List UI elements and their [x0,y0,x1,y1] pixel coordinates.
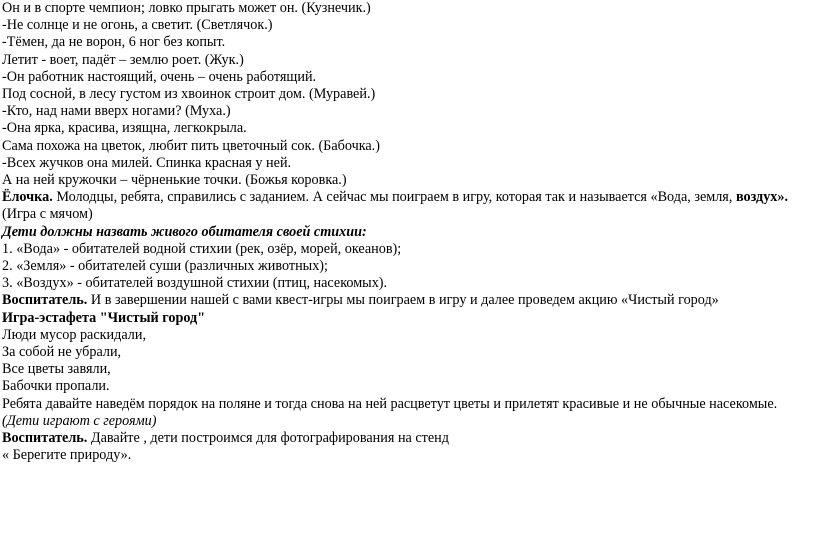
relay-title: Игра-эстафета "Чистый город" [2,309,206,326]
yolochka-text: Молодцы, ребята, справились с заданием. А сейчас мы поиграем в игру, которая так и называется «Вода, земля, [52,189,736,206]
teacher-text: Давайте , дети построимся для фотографирования на стенд [87,430,449,447]
riddle-line: -Он работник настоящий, очень – очень работящий. [2,68,317,85]
poem-line: Люди мусор раскидали, [2,326,146,343]
poem-line: Все цветы завяли, [2,361,111,378]
document-page [2,0,812,464]
closing-text: Ребята давайте наведём порядок на поляне и тогда снова на ней расцветут цветы и прилетят красивые и не обычные насекомые. [2,395,778,412]
riddle-line: Под сосной, в лесу густом из хвоинок строит дом. (Муравей.) [2,86,376,103]
riddle-line: Он и в спорте чемпион; ловко прыгать может он. (Кузнечик.) [2,0,371,16]
yolochka-speaker: Ёлочка. [2,189,53,206]
final-line: « Берегите природу». [2,447,132,464]
teacher-paragraph [2,430,812,447]
teacher-speaker: Воспитатель. [2,292,88,309]
riddle-line: А на ней кружочки – чёрненькие точки. (Божья коровка.) [2,172,347,189]
riddle-line: -Не солнце и не огонь, а светит. (Светлячок.) [2,17,273,34]
poem-line: Бабочки пропали. [2,378,110,395]
element-item: 2. «Земля» - обитателей суши (различных животных); [2,258,328,275]
closing-paragraph [2,396,812,430]
riddle-line: -Тёмен, да не ворон, 6 ног без копыт. [2,34,226,51]
game-title: воздух». [735,189,789,206]
teacher-paragraph [2,292,812,309]
poem-line: За собой не убрали, [2,344,122,361]
element-item: 1. «Вода» - обитателей водной стихии (рек, озёр, морей, океанов); [2,240,402,257]
riddle-line: -Она ярка, красива, изящна, легкокрыла. [2,120,247,137]
riddle-line: Сама похожа на цветок, любит пить цветочный сок. (Бабочка.) [2,137,380,154]
riddle-line: Летит - воет, падёт – землю роет. (Жук.) [2,51,244,68]
riddle-line: -Всех жучков она милей. Спинка красная у ней. [2,154,292,171]
closing-note: (Дети играют с героями) [2,412,157,429]
teacher-text: И в завершении нашей с вами квест-игры мы поиграем в игру и далее проведем акцию «Чистый город» [87,292,719,309]
yolochka-paragraph [2,189,812,223]
element-item: 3. «Воздух» - обитателей воздушной стихии (птиц, насекомых). [2,275,388,292]
riddle-line: -Кто, над нами вверх ногами? (Муха.) [2,103,231,120]
instruction: Дети должны назвать живого обитателя своей стихии: [2,223,367,240]
game-note: (Игра с мячом) [2,206,93,223]
teacher-speaker: Воспитатель. [2,430,88,447]
